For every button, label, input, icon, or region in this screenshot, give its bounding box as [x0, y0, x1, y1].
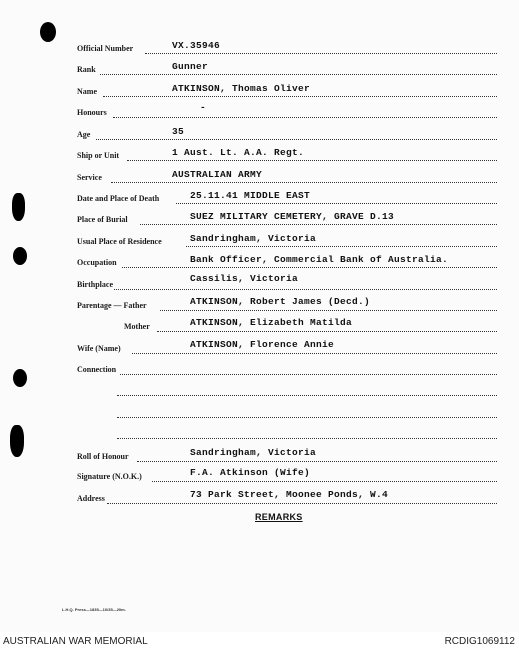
field-line	[137, 461, 497, 462]
field-row-date-place-of-death	[0, 188, 519, 204]
field-label: Address	[77, 494, 105, 503]
field-value: VX.35946	[172, 40, 221, 51]
field-line	[117, 395, 497, 396]
field-value: Sandringham, Victoria	[190, 233, 317, 244]
field-value: ATKINSON, Florence Annie	[190, 339, 335, 350]
field-line	[122, 267, 497, 268]
field-line	[100, 74, 497, 75]
field-row-place-of-burial	[0, 209, 519, 225]
field-value: ATKINSON, Thomas Oliver	[172, 83, 311, 94]
field-line	[152, 481, 497, 482]
field-row-connection	[0, 359, 519, 375]
field-row-ship-or-unit	[0, 145, 519, 161]
field-row-address	[0, 488, 519, 504]
field-label: Usual Place of Residence	[77, 237, 162, 246]
field-row-mother	[0, 316, 519, 332]
footer-record-id: RCDIG1069112	[444, 636, 515, 647]
remarks-heading: REMARKS	[255, 512, 303, 522]
footer-archive-name: AUSTRALIAN WAR MEMORIAL	[3, 636, 148, 647]
field-row-occupation	[0, 252, 519, 268]
field-label: Signature (N.O.K.)	[77, 472, 142, 481]
field-value: 1 Aust. Lt. A.A. Regt.	[172, 147, 305, 158]
field-value: 25.11.41 MIDDLE EAST	[190, 190, 311, 201]
field-line	[107, 503, 497, 504]
field-value: Gunner	[172, 61, 209, 72]
field-value: Cassilis, Victoria	[190, 273, 299, 284]
field-line	[103, 96, 497, 97]
field-line	[113, 117, 497, 118]
field-value: Bank Officer, Commercial Bank of Australia.	[190, 254, 449, 265]
field-row-wife	[0, 338, 519, 354]
field-label: Rank	[77, 65, 96, 74]
field-value: ATKINSON, Elizabeth Matilda	[190, 317, 353, 328]
field-row-official-number	[0, 38, 519, 54]
field-value: ATKINSON, Robert James (Decd.)	[190, 296, 371, 307]
field-label: Service	[77, 173, 102, 182]
field-line	[111, 182, 497, 183]
field-row-age	[0, 124, 519, 140]
field-label: Mother	[124, 322, 150, 331]
field-row-service	[0, 167, 519, 183]
field-label: Birthplace	[77, 280, 113, 289]
field-line	[120, 374, 497, 375]
field-line	[186, 246, 497, 247]
field-row-honours	[0, 102, 519, 118]
field-value: Sandringham, Victoria	[190, 447, 317, 458]
field-value: SUEZ MILITARY CEMETERY, GRAVE D.13	[190, 211, 395, 222]
field-row-birthplace	[0, 274, 519, 290]
field-label: Official Number	[77, 44, 134, 53]
field-line	[157, 331, 497, 332]
blank-line-row	[0, 423, 519, 439]
field-value: AUSTRALIAN ARMY	[172, 169, 263, 180]
field-row-signature	[0, 466, 519, 482]
field-label: Honours	[77, 108, 107, 117]
field-line	[96, 139, 497, 140]
field-line	[132, 353, 497, 354]
field-row-roll-of-honour	[0, 446, 519, 462]
field-row-usual-residence	[0, 231, 519, 247]
field-line	[117, 438, 497, 439]
field-value: F.A. Atkinson (Wife)	[190, 467, 311, 478]
field-line	[114, 289, 497, 290]
field-label: Wife (Name)	[77, 344, 121, 353]
field-line	[140, 224, 497, 225]
field-row-father	[0, 295, 519, 311]
field-value: -	[200, 102, 207, 113]
field-line	[127, 160, 497, 161]
field-value: 73 Park Street, Moonee Ponds, W.4	[190, 489, 389, 500]
field-row-rank	[0, 59, 519, 75]
field-label: Age	[77, 130, 91, 139]
field-label: Parentage — Father	[77, 301, 147, 310]
field-label: Name	[77, 87, 97, 96]
blank-line-row	[0, 380, 519, 396]
blank-line-row	[0, 402, 519, 418]
field-row-name	[0, 81, 519, 97]
field-label: Occupation	[77, 258, 117, 267]
field-line	[117, 417, 497, 418]
field-label: Connection	[77, 365, 117, 374]
field-label: Date and Place of Death	[77, 194, 160, 203]
printer-note: L.H.Q. Press—1835—10/35—20m.	[62, 607, 126, 612]
field-label: Ship or Unit	[77, 151, 120, 160]
field-value: 35	[172, 126, 185, 137]
field-line	[160, 310, 497, 311]
field-label: Place of Burial	[77, 215, 128, 224]
field-line	[145, 53, 497, 54]
field-label: Roll of Honour	[77, 452, 129, 461]
field-line	[176, 203, 497, 204]
